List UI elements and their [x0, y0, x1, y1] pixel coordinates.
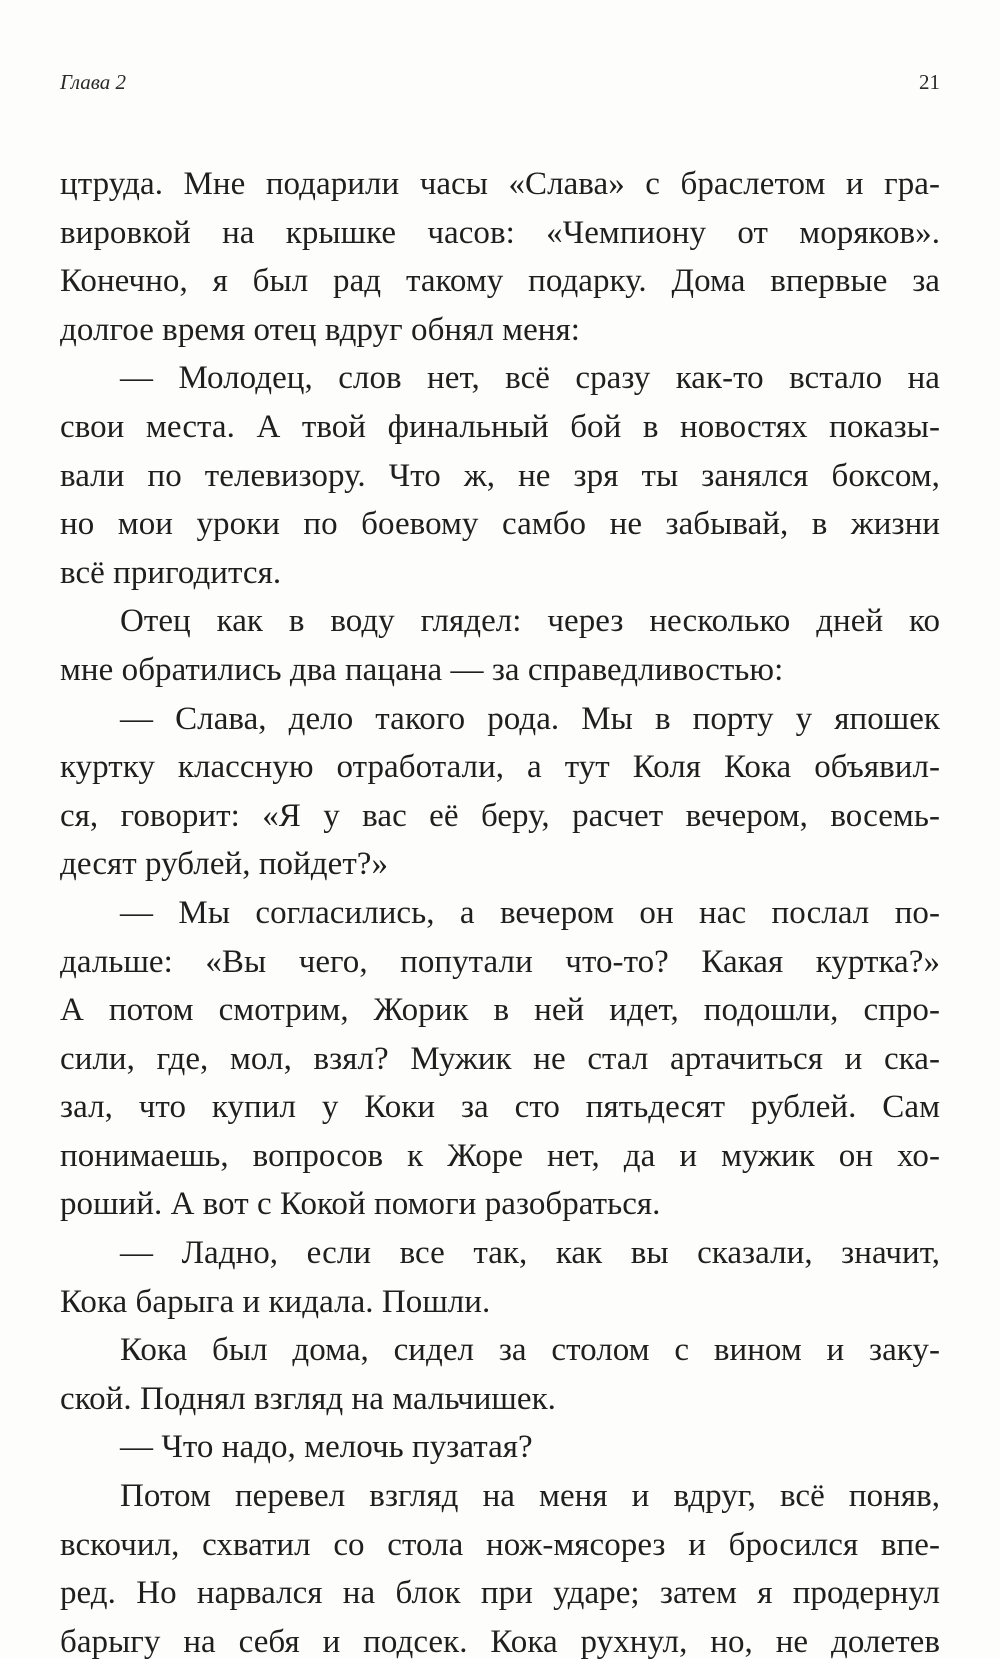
text-line: но мои уроки по боевому самбо не забывай, в жизни: [60, 506, 940, 543]
running-head: [60, 70, 940, 100]
text-line: — Мы согласились, а вечером он нас послал по-: [120, 894, 940, 931]
text-line: — Что надо, мелочь пузатая?: [120, 1429, 533, 1466]
text-line: — Ладно, если все так, как вы сказали, значит,: [120, 1235, 940, 1272]
text-line: дальше: «Вы чего, попутали что-то? Какая куртка?»: [60, 943, 940, 980]
text-line: роший. А вот с Кокой помоги разобраться.: [60, 1186, 661, 1223]
text-line: Отец как в воду глядел: через несколько дней ко: [120, 603, 940, 640]
text-line: десят рублей, пойдет?»: [60, 846, 389, 883]
text-line: ся, говорит: «Я у вас её беру, расчет вечером, восемь-: [60, 797, 940, 834]
text-line: сили, где, мол, взял? Мужик не стал артачиться и ска-: [60, 1040, 940, 1077]
text-line: вали по телевизору. Что ж, не зря ты занялся боксом,: [60, 457, 940, 494]
text-line: Конечно, я был рад такому подарку. Дома впервые за: [60, 263, 940, 300]
text-line: свои места. А твой финальный бой в новостях показы-: [60, 408, 940, 445]
text-line: ской. Поднял взгляд на мальчишек.: [60, 1380, 556, 1417]
text-line: А потом смотрим, Жорик в ней идет, подошли, спро-: [60, 992, 940, 1029]
text-line: Кока барыга и кидала. Пошли.: [60, 1283, 491, 1320]
text-line: куртку классную отработали, а тут Коля Кока объявил-: [60, 749, 940, 786]
text-line: Кока был дома, сидел за столом с вином и заку-: [120, 1332, 940, 1369]
text-line: — Молодец, слов нет, всё сразу как-то встало на: [120, 360, 940, 397]
text-line: понимаешь, вопросов к Жоре нет, да и мужик он хо-: [60, 1137, 940, 1174]
text-line: долгое время отец вдруг обнял меня:: [60, 311, 580, 348]
text-line: Потом перевел взгляд на меня и вдруг, всё поняв,: [120, 1478, 940, 1515]
text-line: всё пригодится.: [60, 554, 282, 591]
text-line: мне обратились два пацана — за справедливостью:: [60, 651, 784, 688]
chapter-label: Глава 2: [60, 70, 126, 94]
text-line: барыгу на себя и подсек. Кока рухнул, но, не долетев: [60, 1623, 940, 1660]
page-number: 21: [919, 70, 940, 94]
text-line: вскочил, схватил со стола нож-мясорез и бросился впе-: [60, 1526, 940, 1563]
body-text: [60, 160, 940, 1666]
text-line: — Слава, дело такого рода. Мы в порту у япошек: [120, 700, 940, 737]
text-line: зал, что купил у Коки за сто пятьдесят рублей. Сам: [60, 1089, 940, 1126]
text-line: ред. Но нарвался на блок при ударе; затем я продернул: [60, 1575, 940, 1612]
text-line: вировкой на крышке часов: «Чемпиону от моряков».: [60, 214, 940, 251]
text-line: цтруда. Мне подарили часы «Слава» с браслетом и гра-: [60, 166, 940, 202]
